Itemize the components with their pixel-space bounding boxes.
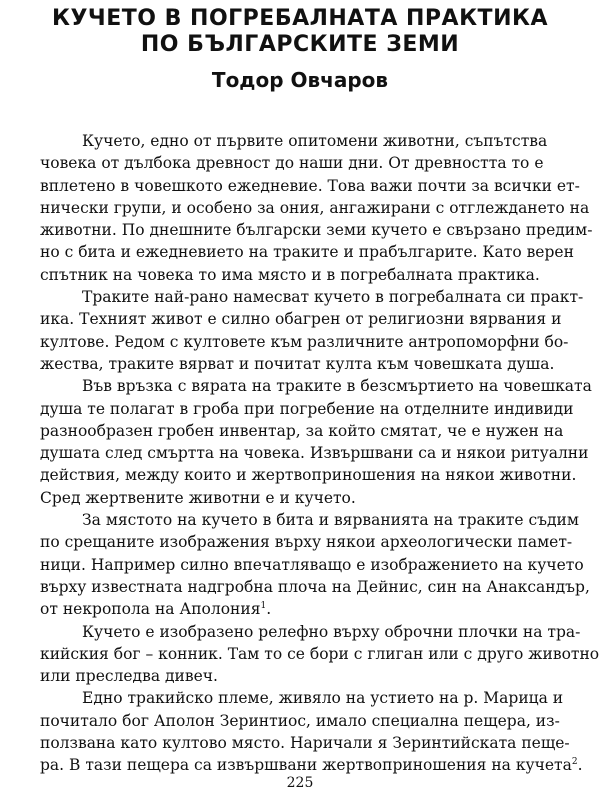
text-line: или преследва дивеч. — [40, 667, 218, 686]
text-line: разнообразен гробен инвентар, за който смятат, че е нужен на — [40, 421, 564, 440]
text-line: Сред жертвените животни е и кучето. — [40, 488, 356, 507]
footnote-suffix: . — [266, 600, 272, 619]
text-line: но с бита и ежедневието на траките и прабългарите. Като верен — [40, 243, 574, 262]
text-line: Едно тракийско племе, живяло на устието на р. Марица и — [82, 689, 564, 708]
article-body — [40, 130, 600, 777]
footnote-marker: 2 — [571, 757, 578, 768]
text-line: ници. Например силно впечатляващо е изображението на кучето — [40, 555, 584, 574]
text-line: почитало бог Аполон Зеринтиос, имало специална пещера, из- — [40, 711, 560, 730]
text-line: вплетено в човешкото ежедневие. Това важи почти за всички ет- — [40, 176, 580, 195]
footnote-marker: 1 — [260, 601, 267, 612]
article-title — [0, 0, 600, 58]
text-line: по срещаните изображения върху някои археологически памет- — [40, 533, 573, 552]
text-line: душата след смъртта на човека. Извършвани са и някои ритуални — [40, 444, 589, 463]
title-line-1: КУЧЕТО В ПОГРЕБАЛНАТА ПРАКТИКА — [51, 6, 548, 31]
text-line: кийския бог – конник. Там то се бори с глиган или с друго животно — [40, 644, 600, 663]
text-line: Траките най-рано намесват кучето в погребалната си практ- — [82, 288, 584, 307]
text-line: върху известната надгробна плоча на Дейнис, син на Анаксандър, — [40, 577, 590, 596]
text-line: действия, между които и жертвоприношения на някои животни. — [40, 466, 577, 485]
page-number: 225 — [286, 775, 314, 791]
title-line-2: ПО БЪЛГАРСКИТЕ ЗЕМИ — [140, 32, 460, 57]
text-line: човека от дълбока древност до наши дни. От древността то е — [40, 154, 544, 173]
text-line-content: ра. В тази пещера са извършвани жертвоприношения на кучета — [40, 756, 572, 775]
text-line: жества, траките вярват и почитат култа към човешката душа. — [40, 354, 555, 373]
text-line — [40, 598, 570, 620]
text-line: животни. По днешните български земи кучето е свързано предим- — [40, 221, 593, 240]
author-name: Тодор Овчаров — [211, 68, 389, 92]
text-line: ползвана като култово място. Наричали я Зеринтийската пеще- — [40, 734, 570, 753]
text-line: душа те полагат в гроба при погребение на отделните индивиди — [40, 399, 574, 418]
text-line-content: от некропола на Аполония — [40, 600, 261, 619]
text-line: култове. Редом с култовете към различните антропоморфни бо- — [40, 332, 569, 351]
text-line: Във връзка с вярата на траките в безсмъртието на човешката — [82, 377, 592, 396]
footnote-suffix: . — [577, 756, 583, 775]
text-line: нически групи, и особено за ония, ангажирани с отглеждането на — [40, 198, 590, 217]
text-line: Кучето е изобразено релефно върху оброчни плочки на тра- — [82, 622, 581, 641]
text-line: спътник на човека то има място и в погребалната практика. — [40, 265, 540, 284]
text-line: ика. Техният живот е силно обагрен от религиозни вярвания и — [40, 310, 562, 329]
text-line: Кучето, едно от първите опитомени животни, съпътства — [82, 132, 548, 150]
text-line — [40, 754, 583, 776]
text-line: За мястото на кучето в бита и вярванията на траките съдим — [82, 511, 579, 530]
